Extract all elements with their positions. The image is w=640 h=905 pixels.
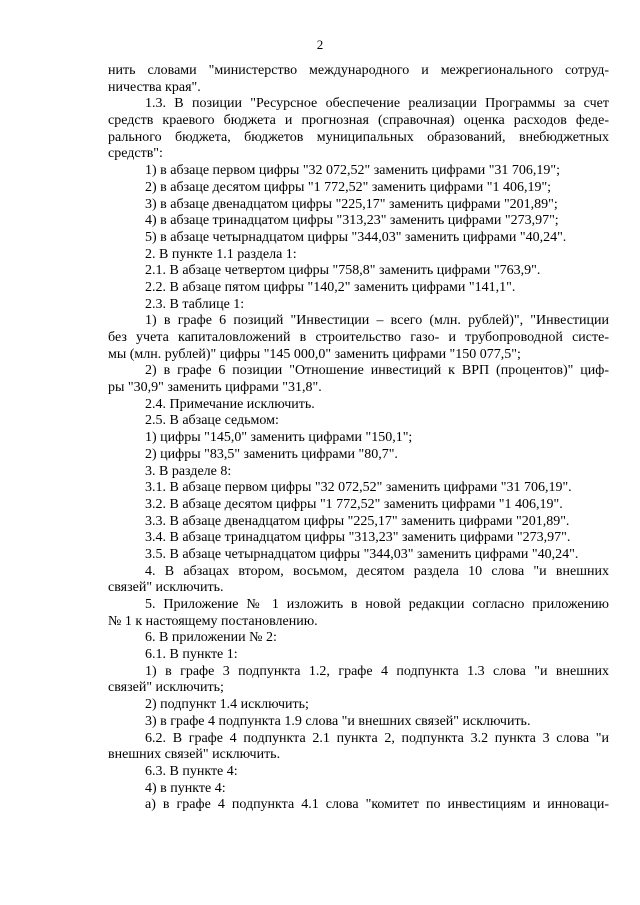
text-line: 2.3. В таблице 1: <box>145 296 245 312</box>
text-line: связей" исключить; <box>108 680 224 696</box>
text-line: без учета капиталовложений в строительство газо- и трубопроводной систе- <box>108 330 609 345</box>
text-line: 3) в абзаце двенадцатом цифры "225,17" заменить цифрами "201,89"; <box>145 196 558 212</box>
text-line: 2.5. В абзаце седьмом: <box>145 413 279 429</box>
text-line: № 1 к настоящему постановлению. <box>108 613 318 629</box>
text-line: ничества края". <box>108 79 201 95</box>
text-line: 3.2. В абзаце десятом цифры "1 772,52" заменить цифрами "1 406,19". <box>145 496 563 512</box>
text-line: 1) в абзаце первом цифры "32 072,52" заменить цифрами "31 706,19"; <box>145 163 561 179</box>
text-line: 5. Приложение № 1 изложить в новой редакции согласно приложению <box>145 597 609 612</box>
text-line: 4. В абзацах втором, восьмом, десятом раздела 10 слова "и внешних <box>145 563 609 579</box>
text-line: 2) подпункт 1.4 исключить; <box>145 697 309 713</box>
text-line: 6.3. В пункте 4: <box>145 763 238 779</box>
text-line: 6.1. В пункте 1: <box>145 647 238 663</box>
text-line: 4) в пункте 4: <box>145 780 226 796</box>
text-line: 6.2. В графе 4 подпункта 2.1 пункта 2, подпункта 3.2 пункта 3 слова "и <box>145 730 609 746</box>
text-line: нить словами "министерство международного и межрегионального сотруд- <box>108 63 609 78</box>
text-line: 2) в графе 6 позиции "Отношение инвестиций к ВРП (процентов)" циф- <box>145 363 609 379</box>
text-line: 2.1. В абзаце четвертом цифры "758,8" заменить цифрами "763,9". <box>145 263 541 279</box>
text-line: ры "30,9" заменить цифрами "31,8". <box>108 380 322 396</box>
text-line: 5) в абзаце четырнадцатом цифры "344,03" заменить цифрами "40,24". <box>145 229 567 245</box>
text-line: связей" исключить. <box>108 580 224 596</box>
text-line: рального бюджета, бюджетов муниципальных образований, внебюджетных <box>108 129 609 145</box>
text-line: 6. В приложении № 2: <box>145 630 277 646</box>
text-line: средств краевого бюджета и прогнозная (справочная) оценка расходов феде- <box>108 113 609 129</box>
text-line: 3. В разделе 8: <box>145 463 232 479</box>
text-line: 4) в абзаце тринадцатом цифры "313,23" заменить цифрами "273,97"; <box>145 213 559 229</box>
text-line: 2.2. В абзаце пятом цифры "140,2" заменить цифрами "141,1". <box>145 279 516 295</box>
text-line: 1.3. В позиции "Ресурсное обеспечение реализации Программы за счет <box>145 96 609 112</box>
text-line: 3) в графе 4 подпункта 1.9 слова "и внешних связей" исключить. <box>145 713 531 729</box>
text-line: 3.4. В абзаце тринадцатом цифры "313,23" заменить цифрами "273,97". <box>145 530 571 546</box>
text-line: 2) цифры "83,5" заменить цифрами "80,7". <box>145 446 398 462</box>
text-line: внешних связей" исключить. <box>108 747 281 763</box>
text-line: средств": <box>108 146 163 162</box>
text-line: 1) в графе 6 позиций "Инвестиции – всего (млн. рублей)", "Инвестиции <box>145 313 609 329</box>
page-number: 2 <box>316 37 324 52</box>
text-line: 3.1. В абзаце первом цифры "32 072,52" заменить цифрами "31 706,19". <box>145 480 572 496</box>
text-line: 2. В пункте 1.1 раздела 1: <box>145 246 297 262</box>
document-body <box>108 63 609 814</box>
text-line: 1) в графе 3 подпункта 1.2, графе 4 подпункта 1.3 слова "и внешних <box>145 663 609 679</box>
text-line: 3.3. В абзаце двенадцатом цифры "225,17" заменить цифрами "201,89". <box>145 513 570 529</box>
text-line: 1) цифры "145,0" заменить цифрами "150,1"; <box>145 430 413 446</box>
text-line: мы (млн. рублей)" цифры "145 000,0" заменить цифрами "150 077,5"; <box>108 346 521 362</box>
text-line: 2) в абзаце десятом цифры "1 772,52" заменить цифрами "1 406,19"; <box>145 179 552 195</box>
text-line: а) в графе 4 подпункта 4.1 слова "комитет по инвестициям и инноваци- <box>145 797 609 813</box>
text-line: 2.4. Примечание исключить. <box>145 396 315 412</box>
text-line: 3.5. В абзаце четырнадцатом цифры "344,03" заменить цифрами "40,24". <box>145 546 579 562</box>
